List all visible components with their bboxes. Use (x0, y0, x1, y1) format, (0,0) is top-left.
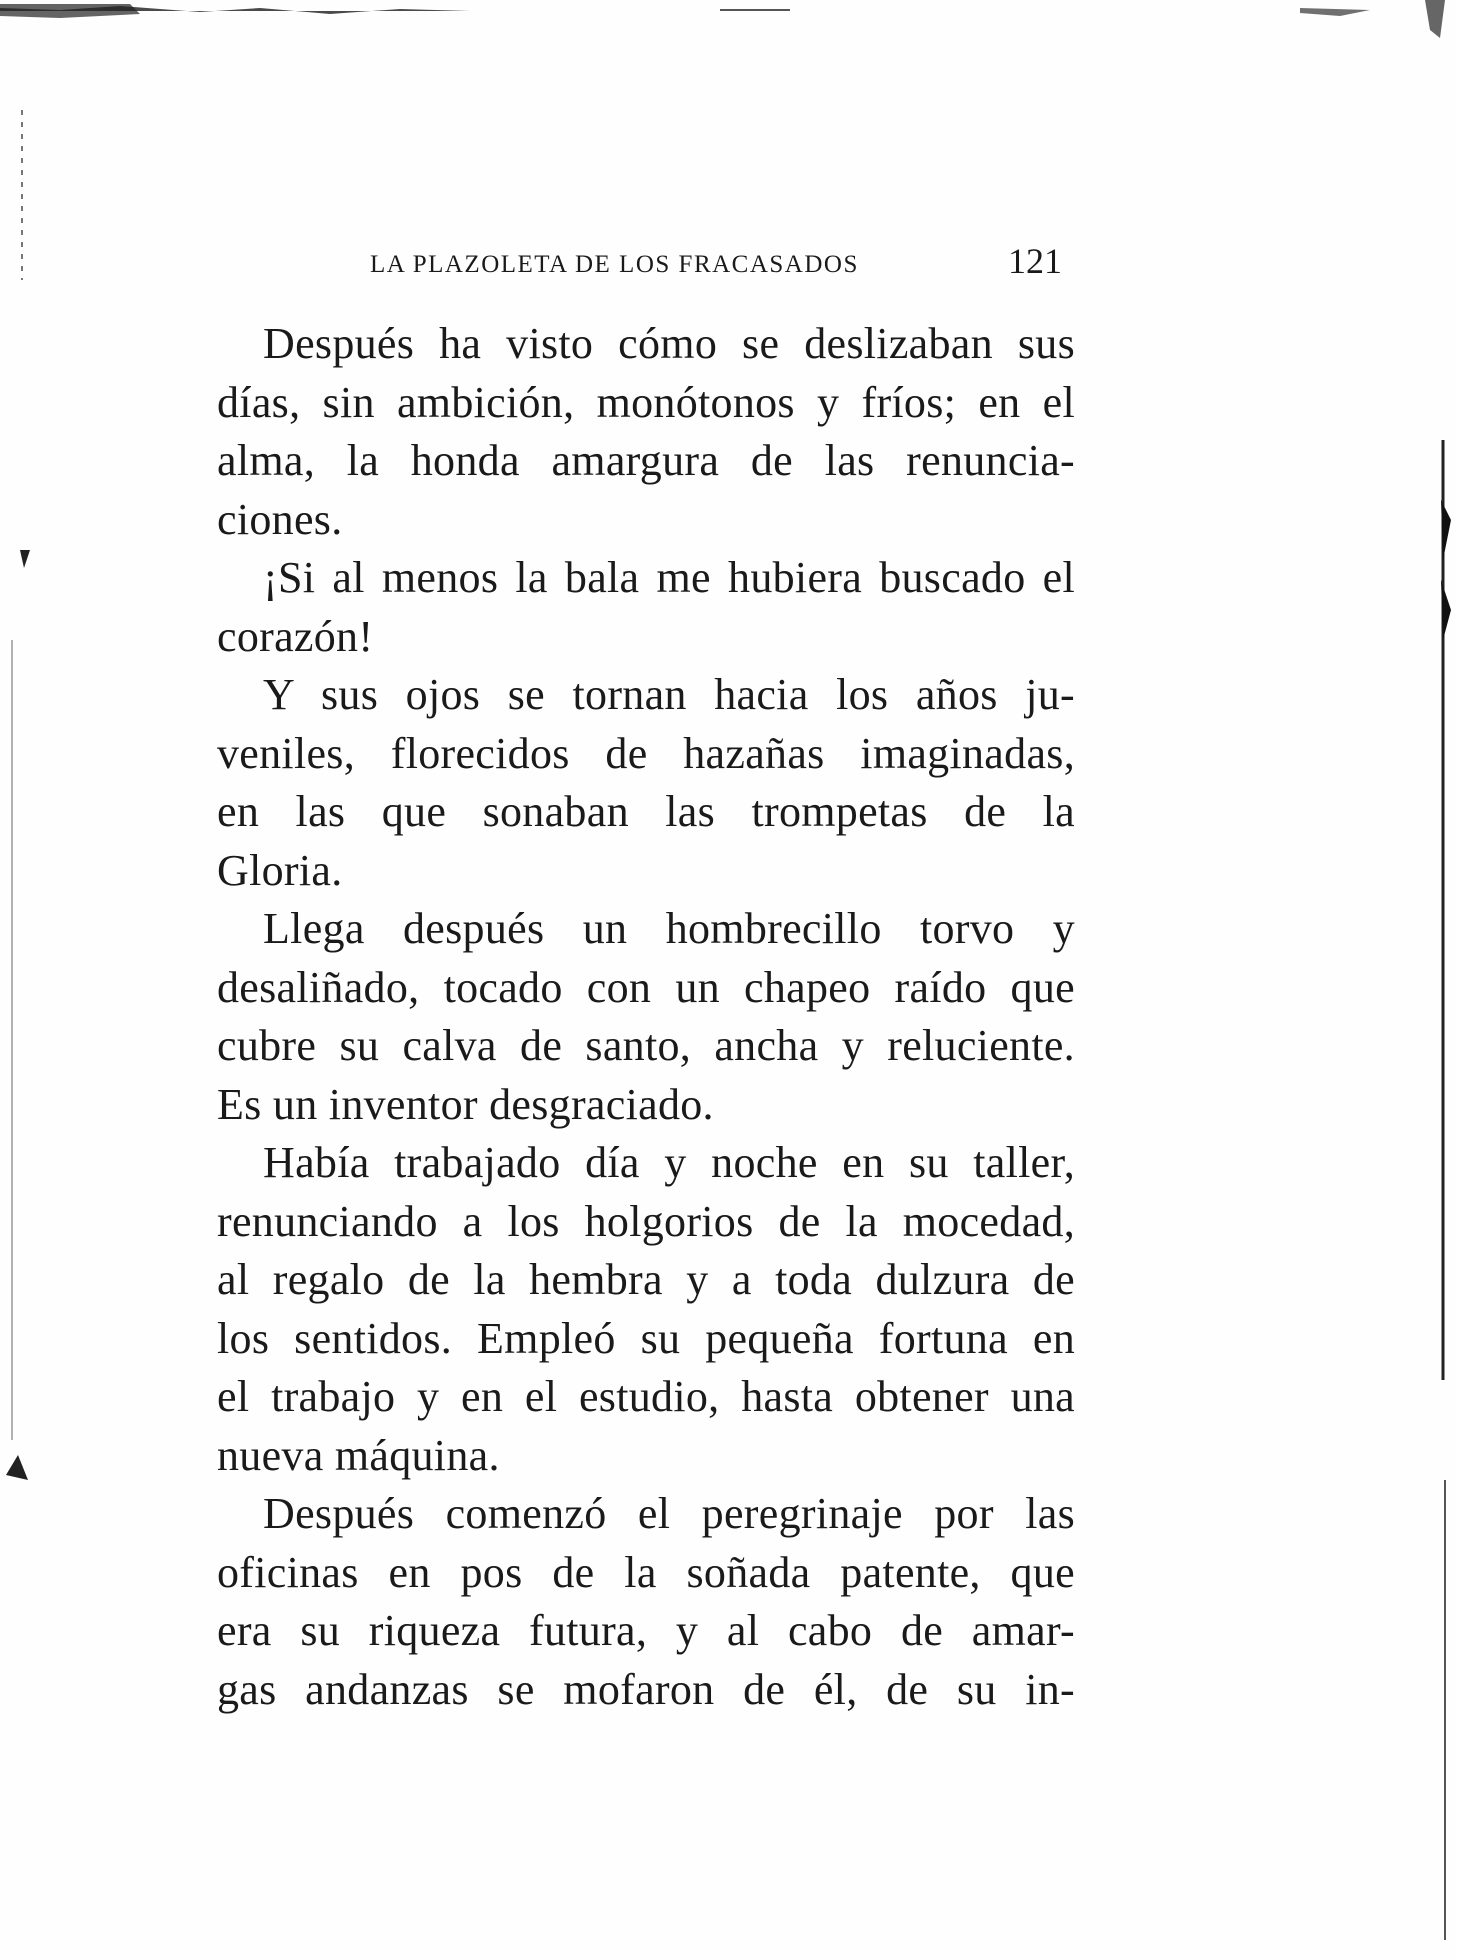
paragraph (217, 549, 1075, 666)
text-line: cubre su calva de santo, ancha y reluciente. (217, 1021, 1075, 1070)
text-line: ciones. (217, 494, 343, 544)
text-line: veniles, florecidos de hazañas imaginadas, (217, 728, 1075, 778)
text-line: Había trabajado día y noche en su taller, (263, 1138, 1075, 1187)
text-line: en las que sonaban las trompetas de la (217, 787, 1075, 836)
text-line: gas andanzas se mofaron de él, de su in- (217, 1664, 1075, 1714)
text-line: Gloria. (217, 845, 343, 895)
text-line: alma, la honda amargura de las renuncia- (217, 436, 1075, 485)
scan-edge-left (0, 80, 40, 1680)
text-line: Es un inventor desgraciado. (217, 1079, 714, 1129)
text-line: ¡Si al menos la bala me hubiera buscado el (263, 553, 1075, 602)
body-text (217, 315, 1075, 1719)
text-line: Llega después un hombrecillo torvo y (263, 904, 1075, 953)
text-line: Después ha visto cómo se deslizaban sus (263, 319, 1075, 368)
paragraph (217, 1134, 1075, 1485)
running-head (370, 241, 1070, 285)
text-line: días, sin ambición, monótonos y fríos; en el (217, 377, 1075, 427)
paragraph (217, 900, 1075, 1134)
paragraph (217, 315, 1075, 549)
text-line: era su riqueza futura, y al cabo de amar- (217, 1606, 1075, 1655)
paragraph (217, 666, 1075, 900)
text-line: renunciando a los holgorios de la mocedad, (217, 1196, 1075, 1246)
text-line: el trabajo y en el estudio, hasta obtener una (217, 1372, 1075, 1421)
text-line: al regalo de la hembra y a toda dulzura de (217, 1255, 1075, 1304)
text-line: desaliñado, tocado con un chapeo raído que (217, 962, 1075, 1012)
text-line: los sentidos. Empleó su pequeña fortuna en (217, 1313, 1075, 1363)
scan-edge-top (0, 0, 1457, 40)
paragraph (217, 1485, 1075, 1719)
text-line: Después comenzó el peregrinaje por las (263, 1489, 1075, 1538)
scan-edge-right (1437, 380, 1457, 1960)
text-line: nueva máquina. (217, 1430, 500, 1480)
page-number: 121 (1008, 241, 1062, 281)
text-line: Y sus ojos se tornan hacia los años ju- (263, 670, 1075, 719)
text-line: oficinas en pos de la soñada patente, que (217, 1547, 1075, 1597)
text-line: corazón! (217, 611, 374, 661)
running-title: LA PLAZOLETA DE LOS FRACASADOS (370, 251, 859, 278)
